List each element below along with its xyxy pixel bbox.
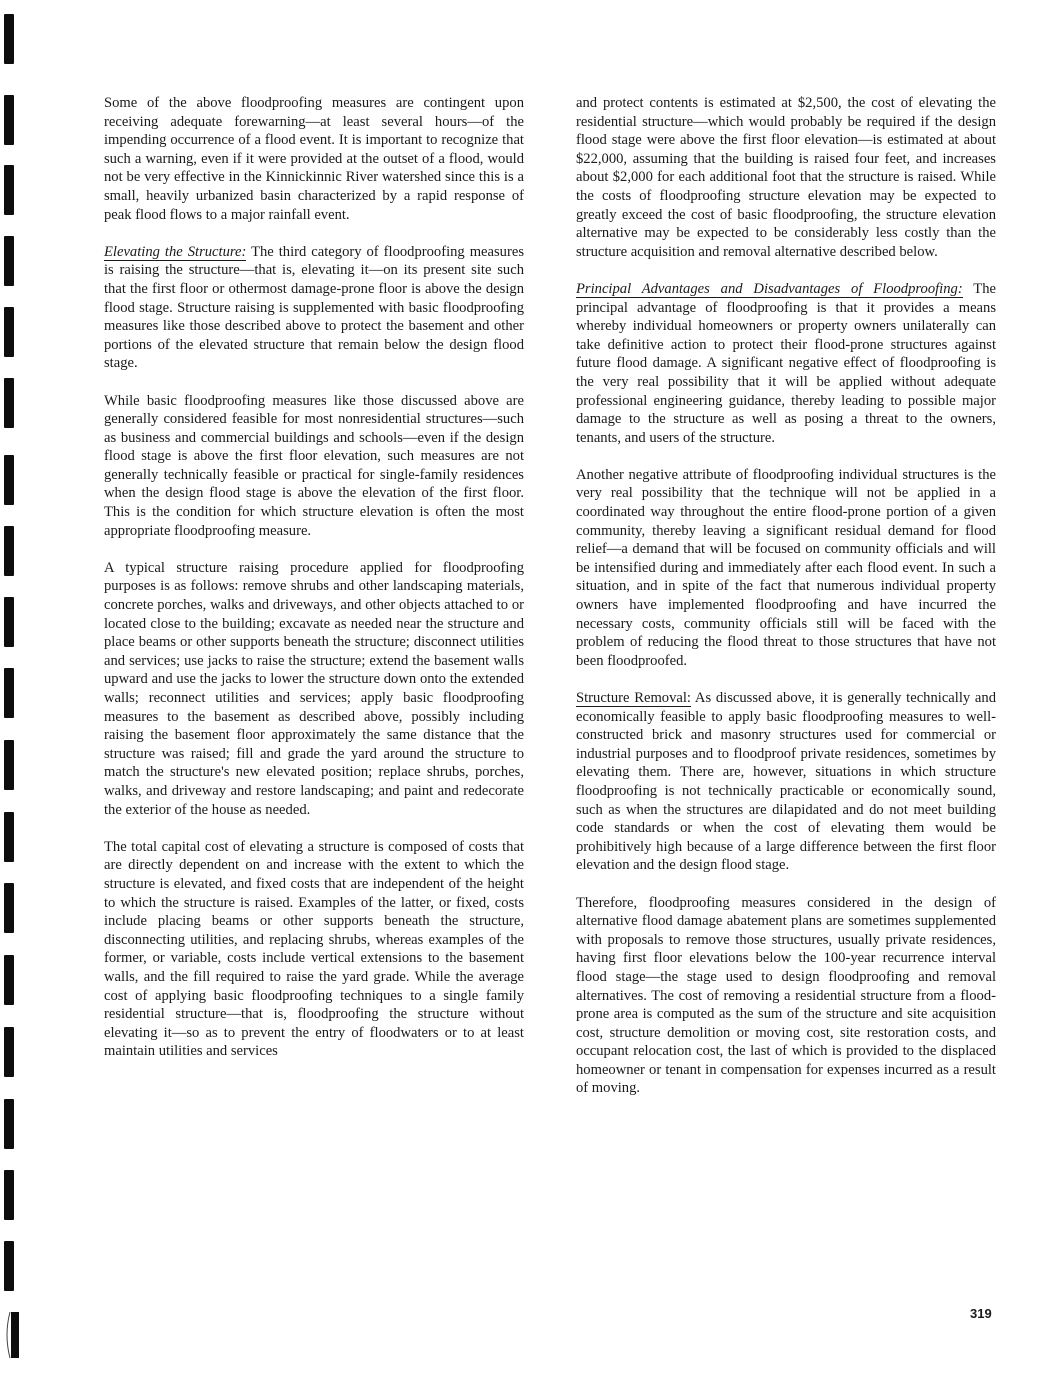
binding-hole: [4, 455, 14, 505]
paragraph: While basic floodproofing measures like those discussed above are generally considered feasible for most nonresidential structures—such as business and commercial buildings and schools—even if the design flood stage is above the first floor elevation, such measures are not generally technically feasible or practical for single-family residences when the design flood stage is above the elevation of the first floor. This is the condition for which structure elevation is often the most appropriate floodproofing measure.: [104, 392, 524, 539]
binding-hole: [4, 812, 14, 862]
page-number: 319: [970, 1306, 992, 1321]
binding-hole: [4, 1027, 14, 1077]
binding-hole: [4, 378, 14, 428]
binding-hole: [4, 526, 14, 576]
scan-bracket-mark: [4, 1310, 20, 1360]
binding-hole: [4, 236, 14, 286]
paragraph: Elevating the Structure: The third category of floodproofing measures is raising the structure—that is, elevating it—on its present site such that the first floor or othermost damage-prone floor is above the design flood stage. Structure raising is supplemented with basic floodproofing measures like those described above to protect the basement and other portions of the elevated structure that remain below the design flood stage.: [104, 243, 524, 372]
paragraph: Structure Removal: As discussed above, it is generally technically and economically feasible to apply basic floodproofing measures to well-constructed brick and masonry structures used for commercial or industrial purposes and to floodproof private residences, sometimes by elevating them. There are, however, situations in which structure floodproofing is not technically practicable or economically sound, such as when the structures are dilapidated and do not meet building code standards or when the cost of elevating them would be prohibitively high because of a large difference between the first floor elevation and the design flood stage.: [576, 690, 996, 874]
right-column: [576, 94, 996, 1117]
paragraph: Another negative attribute of floodproofing individual structures is the very real possibility that the technique will not be applied in a coordinated way throughout the entire flood-prone portion of a given community, thereby leaving a significant residual demand for flood relief—a demand that will be focused on community officials and will be intensified during and immediately after each flood event. In such a situation, and in spite of the fact that numerous individual property owners have implemented floodproofing and have incurred the necessary costs, community officials still will be faced with the problem of reducing the flood threat to those structures that have not been floodproofed.: [576, 466, 996, 669]
left-column: [104, 94, 524, 1079]
binding-hole: [4, 740, 14, 790]
paragraph: Principal Advantages and Disadvantages of Floodproofing: The principal advantage of floodproofing is that it provides a means whereby individual homeowners or property owners unilaterally can take definitive action to protect their flood-prone structures against future flood damage. A significant negative effect of floodproofing is the very real possibility that it will be applied without adequate professional engineering guidance, thereby leading to possible major damage to the structure as well as posing a threat to the owners, tenants, and users of the structure.: [576, 280, 996, 446]
paragraph: Some of the above floodproofing measures are contingent upon receiving adequate forewarning—at least several hours—of the impending occurrence of a flood event. It is important to recognize that such a warning, even if it were provided at the outset of a flood, would not be very effective in the Kinnickinnic River watershed since this is a small, heavily urbanized basin characterized by a rapid response of peak flood flows to a major rainfall event.: [104, 95, 524, 223]
binding-hole: [4, 14, 14, 64]
binding-hole: [4, 1170, 14, 1220]
section-heading: Principal Advantages and Disadvantages of Floodproofing:: [576, 280, 963, 297]
binding-hole: [4, 95, 14, 145]
binding-hole: [4, 165, 14, 215]
binding-hole: [4, 597, 14, 647]
paragraph: The total capital cost of elevating a structure is composed of costs that are directly dependent on and increase with the extent to which the structure is elevated, and fixed costs that are independent of the height to which the structure is raised. Examples of the latter, or fixed, costs include placing beams or other supports beneath the structure, disconnecting utilities, and replacing shrubs, whereas examples of the former, or variable, costs include vertical extensions to the basement walls, and the fill required to raise the yard grade. While the average cost of applying basic floodproofing techniques to a single family residential structure—that is, floodproofing the structure without elevating it—so as to prevent the entry of floodwaters or to at least maintain utilities and services: [104, 838, 524, 1060]
binding-hole: [4, 1099, 14, 1149]
binding-hole: [4, 955, 14, 1005]
binding-hole: [4, 668, 14, 718]
binding-holes: [0, 0, 30, 1379]
paragraph: and protect contents is estimated at $2,500, the cost of elevating the residential structure—which would probably be required if the design flood stage were above the first floor elevation—is estimated at about $22,000, assuming that the building is raised four feet, and increases about $2,000 for each additional foot that the structure is raised. While the costs of floodproofing structure elevation may be expected to greatly exceed the cost of basic floodproofing, the structure elevation alternative may be expected to be considerably less costly than the structure acquisition and removal alternative described below.: [576, 95, 996, 260]
section-heading: Structure Removal:: [576, 690, 691, 706]
paragraph: A typical structure raising procedure applied for floodproofing purposes is as follows: remove shrubs and other landscaping materials, concrete porches, walks and driveways, and other objects attached to or located close to the building; excavate as needed near the structure and place beams or other supports beneath the structure; disconnect utilities and services; use jacks to raise the structure; extend the basement walls upward and use the jacks to lower the structure down onto the extended walls; reconnect utilities and services; apply basic floodproofing measures to the basement as described above, possibly including raising the basement floor approximately the same distance that the structure was raised; fill and grade the yard around the structure to match the structure's new elevated position; replace shrubs, porches, walks, and driveway and restore landscaping; and paint and redecorate the exterior of the house as needed.: [104, 559, 524, 818]
section-heading: Elevating the Structure:: [104, 243, 247, 260]
binding-hole: [4, 307, 14, 357]
binding-hole: [4, 1241, 14, 1291]
binding-hole: [4, 883, 14, 933]
paragraph: Therefore, floodproofing measures considered in the design of alternative flood damage abatement plans are sometimes supplemented with proposals to remove those structures, usually private residences, having first floor elevations below the 100-year recurrence interval flood stage—the stage used to design floodproofing and removal alternatives. The cost of removing a residential structure from a flood-prone area is computed as the sum of the structure and site acquisition cost, structure demolition or moving cost, site restoration costs, and occupant relocation cost, the last of which is provided to the displaced homeowner or tenant in compensation for expenses incurred as a result of moving.: [576, 894, 996, 1097]
